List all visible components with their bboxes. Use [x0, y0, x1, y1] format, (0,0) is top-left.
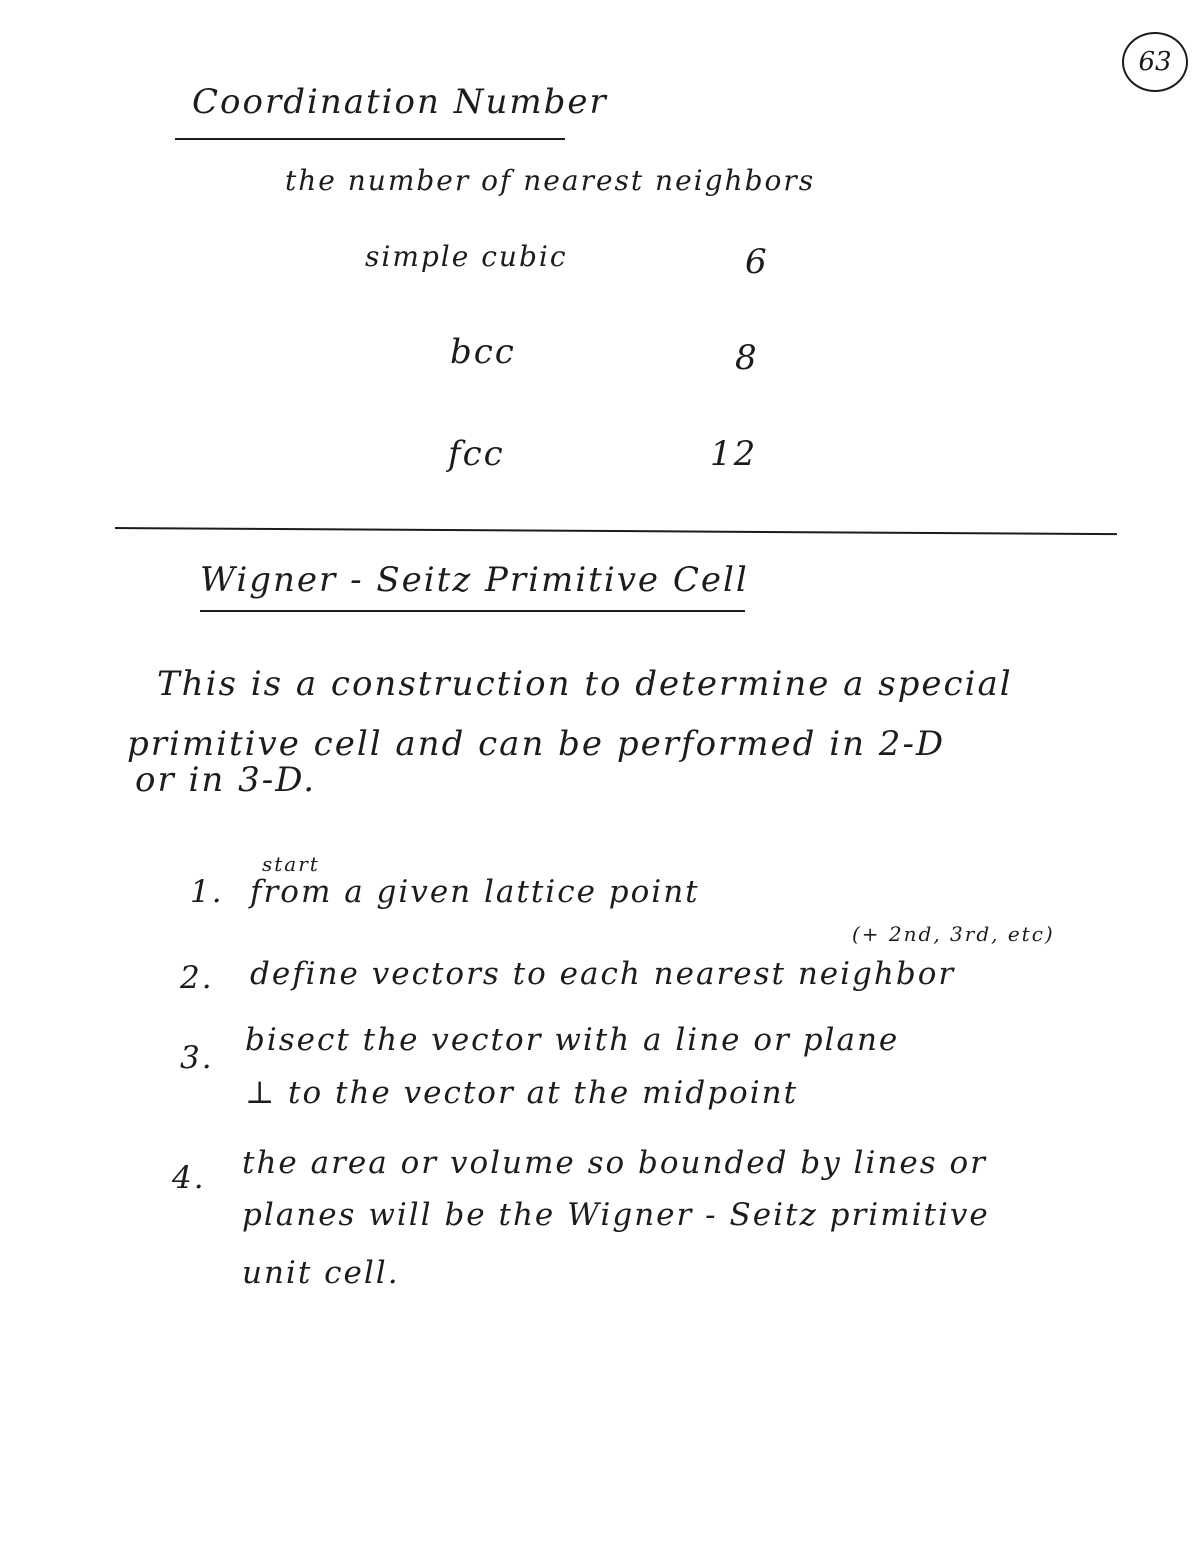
step-2-text: define vectors to each nearest neighbor — [250, 956, 956, 992]
step-3-number: 3. — [180, 1040, 214, 1076]
step-2-note: (+ 2nd, 3rd, etc) — [852, 922, 1055, 946]
paragraph-line-2: primitive cell and can be performed in 2-D — [127, 724, 946, 764]
step-3-text-line-1: bisect the vector with a line or plane — [245, 1022, 900, 1058]
structure-label-fcc: fcc — [448, 434, 505, 474]
step-1-insert: start — [262, 852, 320, 876]
step-3-text-line-2: ⊥ to the vector at the midpoint — [245, 1075, 799, 1111]
coordination-value-simple-cubic: 6 — [745, 242, 769, 282]
coordination-number-heading: Coordination Number — [192, 82, 608, 122]
heading-underline — [175, 138, 565, 140]
paragraph-line-3: or in 3-D. — [135, 760, 317, 800]
step-2-number: 2. — [180, 960, 214, 996]
coordination-value-fcc: 12 — [710, 434, 758, 474]
heading-underline-2 — [200, 610, 745, 612]
structure-label-bcc: bcc — [450, 332, 516, 372]
page-number: 63 — [1122, 32, 1188, 92]
coordination-value-bcc: 8 — [735, 338, 759, 378]
section-divider — [115, 527, 1117, 535]
step-4-text-line-3: unit cell. — [242, 1255, 400, 1291]
step-4-text-line-2: planes will be the Wigner - Seitz primitive — [242, 1197, 990, 1233]
step-4-text-line-1: the area or volume so bounded by lines or — [242, 1145, 987, 1181]
structure-label-simple-cubic: simple cubic — [365, 240, 568, 273]
step-1-number: 1. — [190, 874, 224, 910]
coordination-definition: the number of nearest neighbors — [285, 164, 816, 197]
wigner-seitz-heading: Wigner - Seitz Primitive Cell — [200, 560, 749, 600]
step-1-text: from a given lattice point — [250, 874, 700, 910]
step-4-number: 4. — [172, 1160, 206, 1196]
paragraph-line-1: This is a construction to determine a special — [157, 664, 1013, 704]
